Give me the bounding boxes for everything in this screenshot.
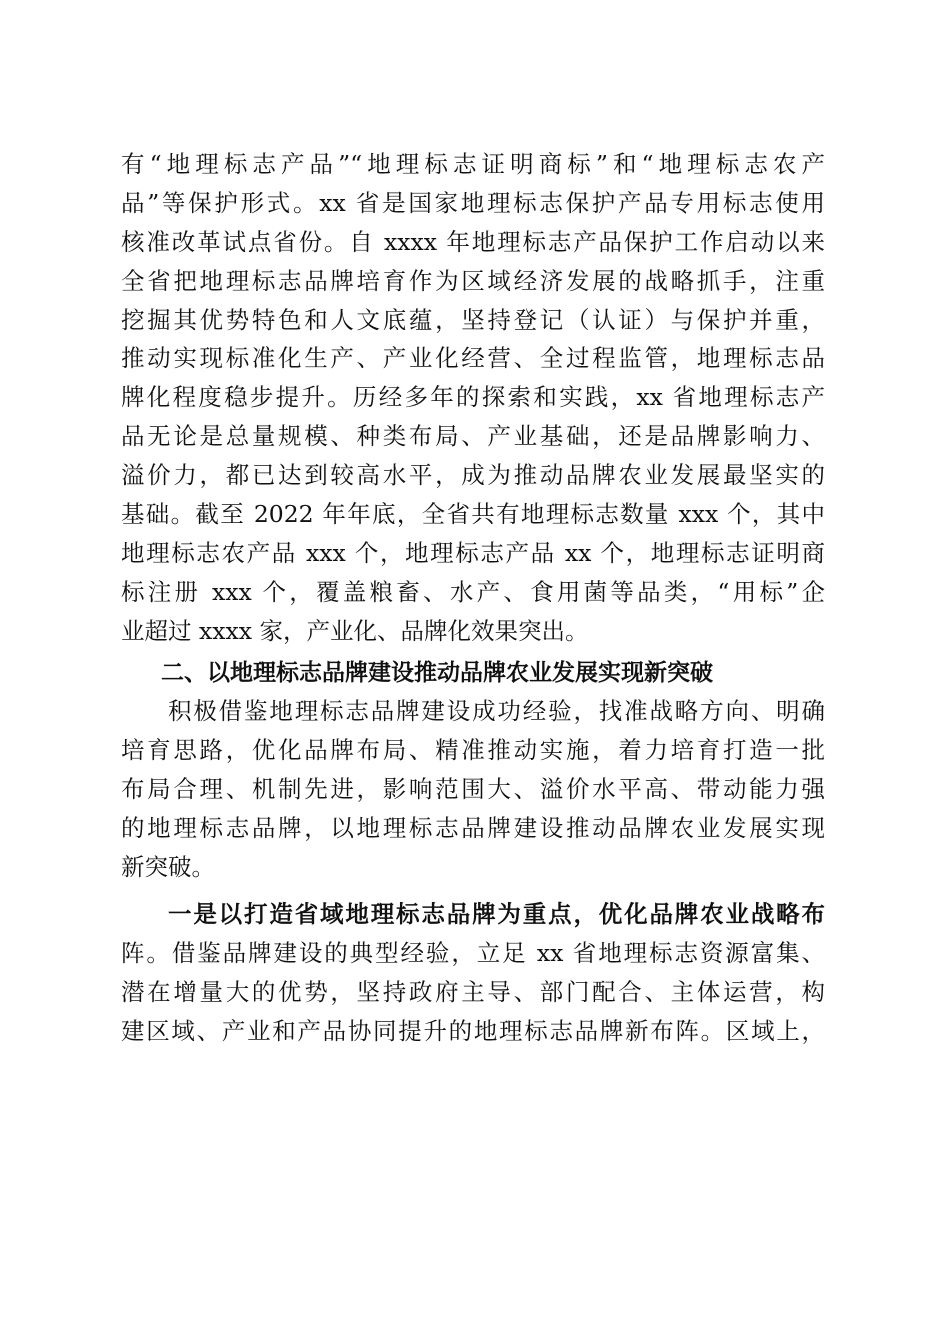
paragraph-3-line: 建区域、产业和产品协同提升的地理标志品牌新布阵。区域上， — [121, 1016, 825, 1045]
paragraph-1-line: 品”等保护形式。xx 省是国家地理标志保护产品专用标志使用 — [121, 188, 825, 217]
paragraph-1-line: 地理标志农产品 xxx 个，地理标志产品 xx 个，地理标志证明商 — [121, 538, 825, 567]
section-heading: 二、以地理标志品牌建设推动品牌农业发展实现新突破 — [161, 659, 713, 686]
paragraph-1-line: 有“地理标志产品”“地理标志证明商标”和“地理标志农产 — [121, 150, 825, 178]
paragraph-1-line: 基础。截至 2022 年年底，全省共有地理标志数量 xxx 个，其中 — [121, 500, 825, 529]
paragraph-1-line: 牌化程度稳步提升。历经多年的探索和实践，xx 省地理标志产 — [121, 383, 825, 412]
paragraph-3-line: 阵。借鉴品牌建设的典型经验，立足 xx 省地理标志资源富集、 — [121, 938, 825, 967]
paragraph-2-line: 新突破。 — [121, 853, 215, 882]
paragraph-1 — [121, 145, 825, 651]
paragraph-1-line: 业超过 xxxx 家，产业化、品牌化效果突出。 — [121, 616, 589, 645]
paragraph-3 — [121, 895, 825, 1051]
paragraph-spacer — [121, 887, 825, 895]
paragraph-3-line: 潜在增量大的优势，坚持政府主导、部门配合、主体运营，构 — [121, 977, 825, 1006]
paragraph-1-line: 挖掘其优势特色和人文底蕴，坚持登记（认证）与保护并重， — [121, 305, 825, 334]
paragraph-1-line: 标注册 xxx 个，覆盖粮畜、水产、食用菌等品类，“用标”企 — [121, 577, 825, 606]
paragraph-2 — [121, 692, 825, 886]
paragraph-1-line: 核准改革试点省份。自 xxxx 年地理标志产品保护工作启动以来 — [121, 227, 825, 256]
paragraph-1-line: 溢价力，都已达到较高水平，成为推动品牌农业发展最坚实的 — [121, 461, 825, 490]
paragraph-1-line: 品无论是总量规模、种类布局、产业基础，还是品牌影响力、 — [121, 422, 825, 451]
paragraph-2-line: 积极借鉴地理标志品牌建设成功经验，找准战略方向、明确 — [168, 697, 825, 726]
paragraph-2-line: 的地理标志品牌，以地理标志品牌建设推动品牌农业发展实现 — [121, 814, 825, 843]
paragraph-2-line: 布局合理、机制先进，影响范围大、溢价水平高、带动能力强 — [121, 775, 825, 804]
paragraph-1-line: 推动实现标准化生产、产业化经营、全过程监管，地理标志品 — [121, 344, 825, 373]
paragraph-1-line: 全省把地理标志品牌培育作为区域经济发展的战略抓手，注重 — [121, 266, 825, 295]
document-body — [121, 145, 825, 1050]
paragraph-3-lead: 一是以打造省域地理标志品牌为重点，优化品牌农业战略布 — [168, 899, 825, 928]
paragraph-2-line: 培育思路，优化品牌布局、精准推动实施，着力培育打造一批 — [121, 736, 825, 765]
